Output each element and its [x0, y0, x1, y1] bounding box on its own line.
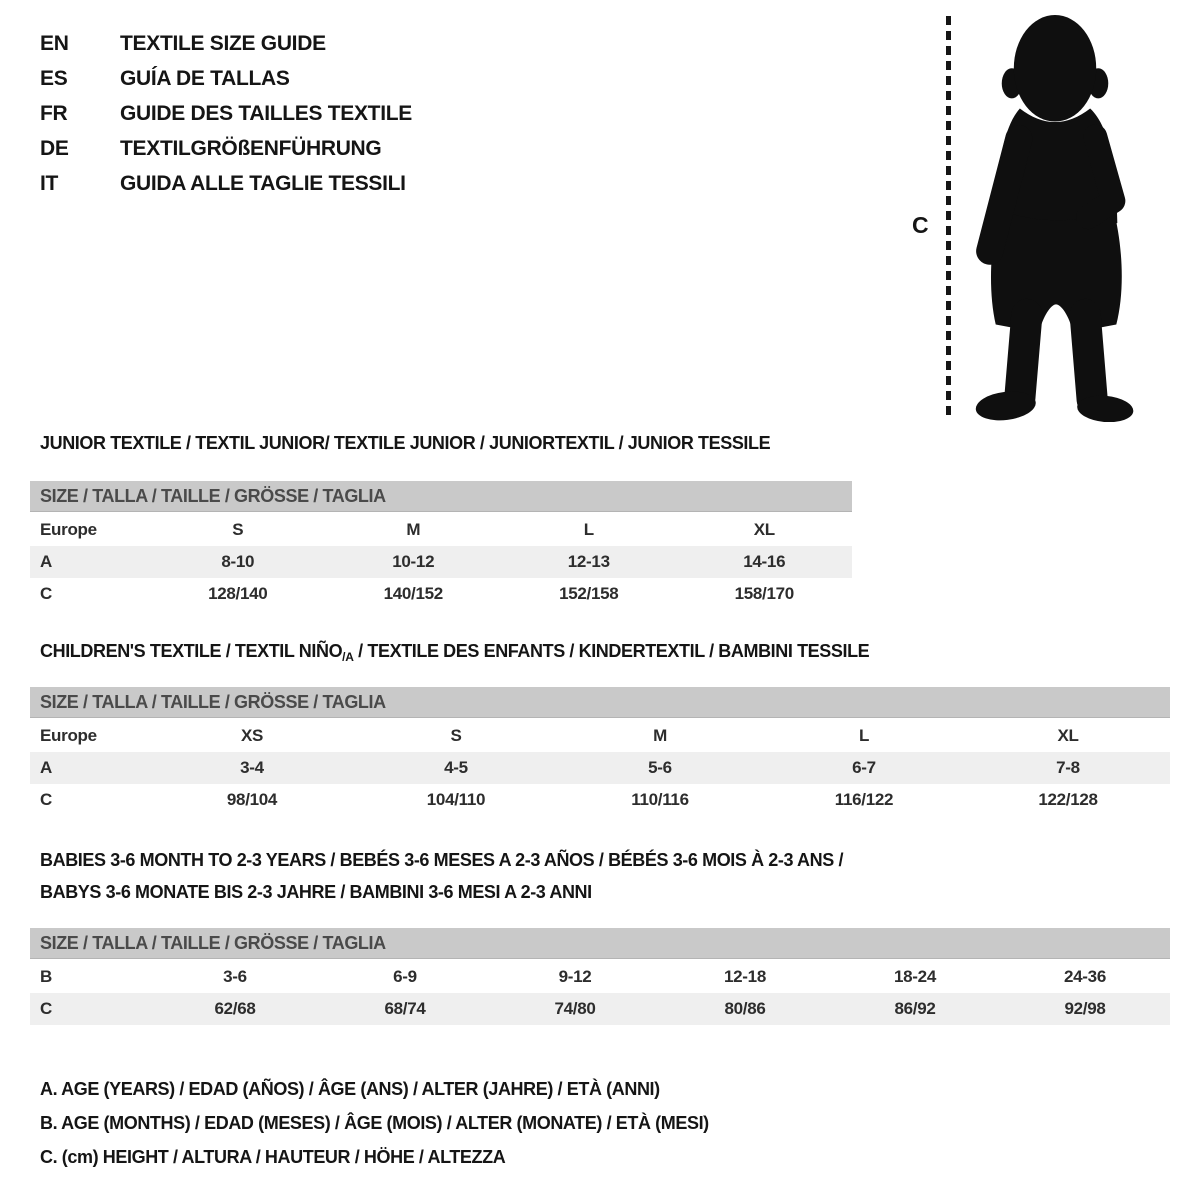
table-cell: S — [450, 726, 462, 745]
table-cell: 5-6 — [648, 758, 672, 777]
table-cell: 104/110 — [426, 790, 486, 809]
table-cell: 68/74 — [384, 999, 426, 1018]
lang-row-en — [40, 26, 412, 61]
table-cell: 12-13 — [567, 552, 610, 571]
table-cell: 14-16 — [743, 552, 786, 571]
table-cell: 116/122 — [834, 790, 894, 809]
table-cell: M — [653, 726, 667, 745]
babies-section-heading-line2: BABYS 3-6 MONATE BIS 2-3 JAHRE / BAMBINI 3-6 MESI A 2-3 ANNI — [40, 882, 592, 902]
junior-section-heading: JUNIOR TEXTILE / TEXTIL JUNIOR/ TEXTILE JUNIOR / JUNIORTEXTIL / JUNIOR TESSILE — [40, 433, 771, 453]
table-cell: 74/80 — [554, 999, 596, 1018]
babies-size-table — [30, 928, 1170, 1025]
lang-title-de: TEXTILGRÖßENFÜHRUNG — [120, 136, 382, 160]
table-cell: 7-8 — [1056, 758, 1080, 777]
lang-title-it: GUIDA ALLE TAGLIE TESSILI — [120, 171, 406, 195]
children-heading-pre: CHILDREN'S TEXTILE / TEXTIL NIÑO — [40, 641, 343, 661]
table-cell: XL — [753, 520, 775, 539]
lang-code-it: IT — [40, 171, 59, 195]
table-cell: 128/140 — [208, 584, 268, 603]
row-label: A — [40, 552, 52, 571]
table-cell: 122/128 — [1038, 790, 1098, 809]
children-heading-sub: /A — [342, 650, 354, 664]
table-cell: 80/86 — [724, 999, 766, 1018]
table-row — [30, 514, 852, 546]
children-size-header-bar: SIZE / TALLA / TAILLE / GRÖSSE / TAGLIA — [30, 687, 1170, 718]
footnote-c: C. (cm) HEIGHT / ALTURA / HAUTEUR / HÖHE / ALTEZZA — [40, 1146, 506, 1167]
lang-row-it — [40, 166, 412, 201]
table-cell: 86/92 — [894, 999, 936, 1018]
table-cell: 92/98 — [1064, 999, 1106, 1018]
children-heading-post: / TEXTILE DES ENFANTS / KINDERTEXTIL / BAMBINI TESSILE — [353, 641, 870, 661]
table-row — [30, 546, 852, 578]
table-cell: L — [858, 726, 870, 745]
table-row — [30, 720, 1170, 752]
table-cell: 62/68 — [214, 999, 256, 1018]
table-cell: M — [406, 520, 421, 539]
babies-section-heading-line1: BABIES 3-6 MONTH TO 2-3 YEARS / BEBÉS 3-6 MESES A 2-3 AÑOS / BÉBÉS 3-6 MOIS À 2-3 ANS / — [40, 850, 844, 870]
table-cell: 18-24 — [894, 967, 936, 986]
junior-size-table — [30, 481, 852, 610]
lang-code-en: EN — [40, 31, 69, 55]
lang-title-en: TEXTILE SIZE GUIDE — [120, 31, 326, 55]
lang-row-de — [40, 131, 412, 166]
table-cell: XS — [240, 726, 264, 745]
table-cell: 152/158 — [559, 584, 619, 603]
row-label: Europe — [40, 726, 97, 745]
table-cell: 24-36 — [1064, 967, 1106, 986]
lang-row-fr — [40, 96, 412, 131]
row-label: A — [40, 758, 52, 777]
height-measure-label: C — [912, 212, 929, 238]
row-label: B — [40, 967, 52, 986]
table-cell: 10-12 — [392, 552, 435, 571]
lang-title-fr: GUIDE DES TAILLES TEXTILE — [120, 101, 412, 125]
table-cell: 4-5 — [444, 758, 468, 777]
table-cell: 8-10 — [221, 552, 255, 571]
row-label: C — [40, 790, 52, 809]
language-legend — [40, 26, 412, 201]
lang-title-es: GUÍA DE TALLAS — [120, 66, 290, 90]
row-label: Europe — [40, 520, 97, 539]
table-cell: 140/152 — [383, 584, 443, 603]
table-row — [30, 752, 1170, 784]
junior-size-header-bar: SIZE / TALLA / TAILLE / GRÖSSE / TAGLIA — [30, 481, 852, 512]
table-cell: 6-7 — [852, 758, 876, 777]
table-cell: 3-6 — [223, 967, 247, 986]
table-cell: 6-9 — [393, 967, 417, 986]
height-measure-dashed-line — [946, 16, 951, 416]
babies-size-header-bar: SIZE / TALLA / TAILLE / GRÖSSE / TAGLIA — [30, 928, 1170, 959]
lang-code-es: ES — [40, 66, 68, 90]
table-cell: 12-18 — [724, 967, 766, 986]
table-cell: 158/170 — [734, 584, 794, 603]
footnotes — [40, 1072, 709, 1174]
children-size-table — [30, 687, 1170, 816]
table-cell: L — [583, 520, 594, 539]
table-cell: 9-12 — [558, 967, 592, 986]
lang-row-es — [40, 61, 412, 96]
toddler-silhouette-icon — [962, 10, 1144, 422]
table-row — [30, 993, 1170, 1025]
table-row — [30, 784, 1170, 816]
children-section-heading — [40, 641, 869, 664]
lang-code-fr: FR — [40, 101, 68, 125]
footnote-a: A. AGE (YEARS) / EDAD (AÑOS) / ÂGE (ANS) / ALTER (JAHRE) / ETÀ (ANNI) — [40, 1078, 660, 1099]
table-cell: 98/104 — [226, 790, 278, 809]
table-cell: 3-4 — [240, 758, 264, 777]
table-cell: XL — [1057, 726, 1079, 745]
row-label: C — [40, 999, 52, 1018]
table-cell: 110/116 — [631, 790, 689, 809]
footnote-b: B. AGE (MONTHS) / EDAD (MESES) / ÂGE (MOIS) / ALTER (MONATE) / ETÀ (MESI) — [40, 1112, 709, 1133]
lang-code-de: DE — [40, 136, 69, 160]
table-row — [30, 961, 1170, 993]
table-cell: S — [232, 520, 244, 539]
row-label: C — [40, 584, 52, 603]
table-row — [30, 578, 852, 610]
